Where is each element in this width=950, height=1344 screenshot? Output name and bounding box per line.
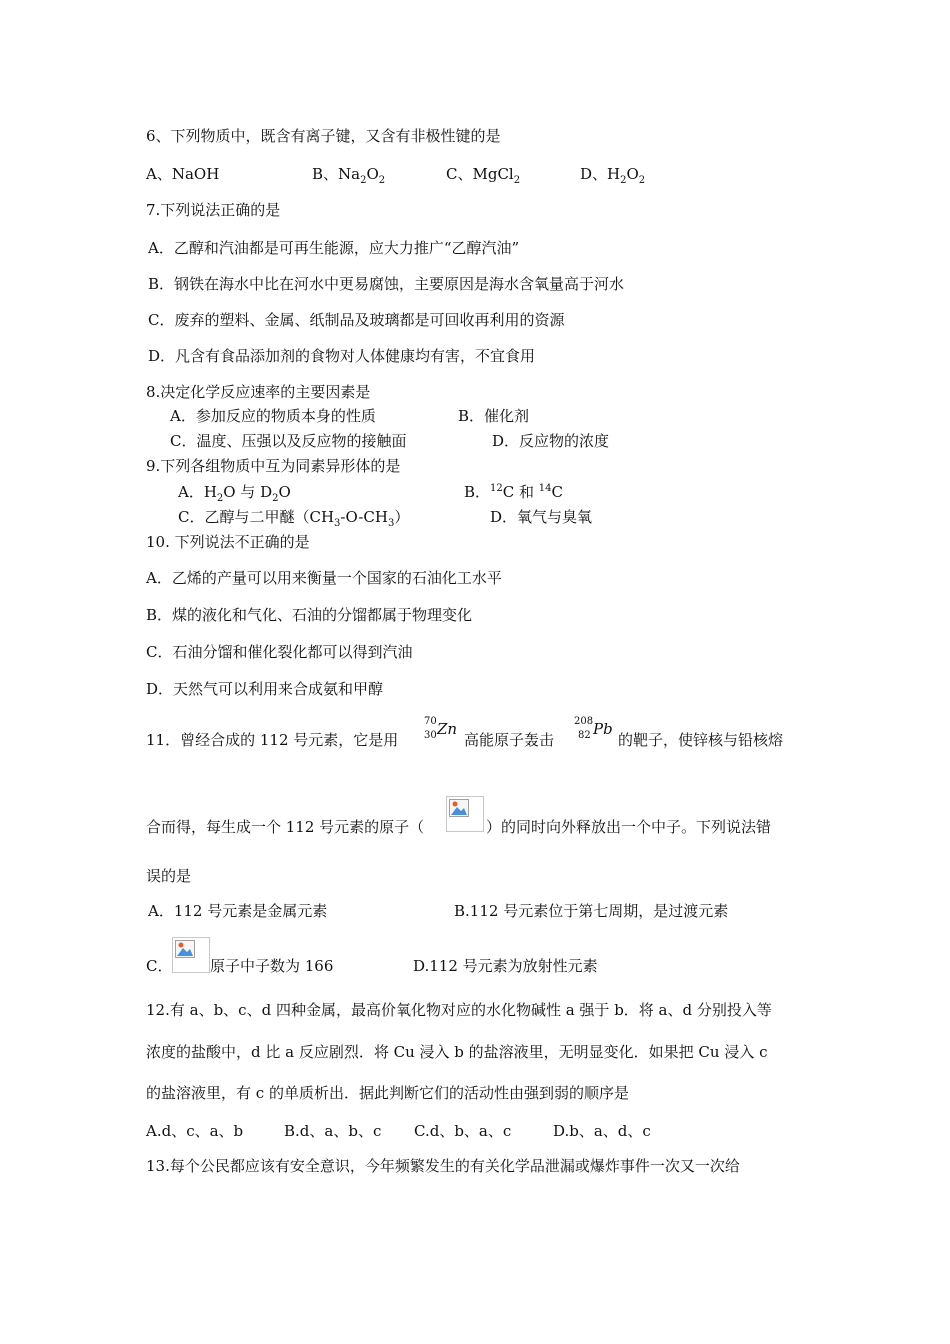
zn-atomic-number: 30 [424, 730, 437, 741]
q13-line1: 13.每个公民都应该有安全意识，今年频繁发生的有关化学品泄漏或爆炸事件一次又一次给 [146, 1157, 740, 1175]
q11-line2-b: ）的同时向外释放出一个中子。下列说法错 [486, 818, 772, 836]
q10-option-c: C．石油分馏和催化裂化都可以得到汽油 [146, 643, 413, 661]
q9-option-d: D．氧气与臭氧 [490, 508, 593, 526]
broken-image-icon [446, 796, 484, 832]
zn-symbol: Zn [437, 720, 458, 738]
q7-option-d: D．凡含有食品添加剂的食物对人体健康均有害，不宜食用 [148, 347, 536, 365]
q6-option-c: C、MgCl$_2$ [446, 165, 521, 186]
q11-option-c-label: C． [146, 957, 173, 975]
q8-option-b: B．催化剂 [458, 407, 530, 425]
q9-option-b: B．$^{12}$C 和 $^{14}$C [464, 483, 563, 501]
q10-option-d: D．天然气可以利用来合成氨和甲醇 [146, 680, 384, 698]
q6-option-a: A、NaOH [146, 165, 220, 183]
q10-option-b: B．煤的液化和气化、石油的分馏都属于物理变化 [146, 606, 473, 624]
q11-option-c-text: 原子中子数为 166 [210, 957, 334, 975]
q11-option-a: A．112 号元素是金属元素 [148, 902, 328, 920]
q11-line1-b: 高能原子轰击 [464, 731, 555, 749]
q7-option-c: C．废弃的塑料、金属、纸制品及玻璃都是可回收再利用的资源 [148, 311, 565, 329]
q12-line3: 的盐溶液里，有 c 的单质析出．据此判断它们的活动性由强到弱的顺序是 [146, 1084, 629, 1102]
q11-line3: 误的是 [146, 867, 192, 885]
q9-option-c: C．乙醇与二甲醚$(CH_3-O-CH_3)$ [178, 508, 410, 529]
q8-option-a: A．参加反应的物质本身的性质 [170, 407, 376, 425]
q7-option-b: B．钢铁在海水中比在河水中更易腐蚀，主要原因是海水含氧量高于河水 [148, 275, 625, 293]
q12-line2: 浓度的盐酸中，d 比 a 反应剧烈．将 Cu 浸入 b 的盐溶液里，无明显变化．如果把 Cu 浸入 c [146, 1043, 768, 1061]
broken-image-icon [172, 937, 210, 973]
pb-symbol: Pb [593, 720, 613, 738]
q12-option-a: A.d、c、a、b [146, 1122, 244, 1140]
q7-stem: 7.下列说法正确的是 [146, 201, 281, 219]
q11-line2-a: 合而得，每生成一个 112 号元素的原子（ [146, 818, 425, 836]
zn-mass-number: 70 [424, 716, 437, 727]
q11-option-d: D.112 号元素为放射性元素 [413, 957, 598, 975]
q8-option-c: C．温度、压强以及反应物的接触面 [170, 432, 407, 450]
q11-line1-c: 的靶子，使锌核与铅核熔 [618, 731, 784, 749]
q11-line1-a: 11．曾经合成的 112 号元素，它是用 [146, 731, 399, 749]
q9-stem: 9.下列各组物质中互为同素异形体的是 [146, 457, 401, 475]
pb-mass-number: 208 [574, 716, 594, 727]
q12-option-b: B.d、a、b、c [284, 1122, 382, 1140]
q6-option-b: B、$Na_2O_2$ [312, 165, 386, 186]
q11-option-b: B.112 号元素位于第七周期，是过渡元素 [454, 902, 729, 920]
q12-option-d: D.b、a、d、c [553, 1122, 651, 1140]
q10-stem: 10. 下列说法不正确的是 [146, 533, 310, 551]
q9-option-a: A．$H_2O$ 与 $D_2O$ [178, 483, 291, 504]
q6-stem: 6、下列物质中，既含有离子键，又含有非极性键的是 [146, 127, 501, 145]
q8-stem: 8.决定化学反应速率的主要因素是 [146, 383, 371, 401]
q12-line1: 12.有 a、b、c、d 四种金属，最高价氧化物对应的水化物碱性 a 强于 b．将 a、d 分别投入等 [146, 1001, 772, 1019]
q7-option-a: A．乙醇和汽油都是可再生能源，应大力推广“乙醇汽油” [148, 239, 520, 257]
pb-atomic-number: 82 [578, 730, 591, 741]
q10-option-a: A．乙烯的产量可以用来衡量一个国家的石油化工水平 [146, 569, 502, 587]
q8-option-d: D．反应物的浓度 [492, 432, 610, 450]
q12-option-c: C.d、b、a、c [414, 1122, 512, 1140]
q6-option-d: D、$H_2O_2$ [580, 165, 646, 186]
